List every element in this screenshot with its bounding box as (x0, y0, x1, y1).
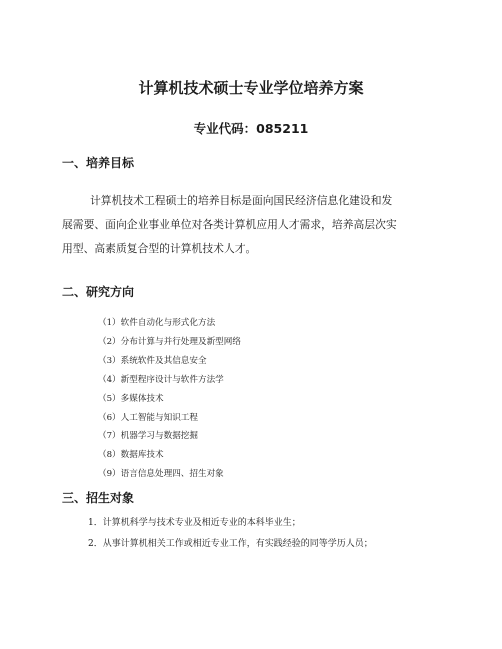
paragraph-line: 用型、高素质复合型的计算机技术人才。 (62, 242, 257, 255)
list-item: 1．计算机科学与技术专业及相近专业的本科毕业生； (88, 518, 301, 528)
list-item: 2．从事计算机相关工作或相近专业工作，有实践经验的同等学历人员； (88, 539, 373, 549)
list-item: （2）分布计算与并行处理及新型网络 (98, 336, 241, 347)
research-direction-list (98, 314, 241, 484)
section-heading-research-directions: 二、研究方向 (62, 285, 135, 299)
list-item: （6）人工智能与知识工程 (98, 412, 198, 423)
list-item: （5）多媒体技术 (98, 393, 164, 404)
paragraph-line: 计算机技术工程硕士的培养目标是面向国民经济信息化建设和发 (90, 194, 393, 207)
section-heading-enrollment: 三、招生对象 (62, 491, 135, 505)
paragraph-line: 展需要、面向企业事业单位对各类计算机应用人才需求，培养高层次实 (62, 218, 397, 231)
list-item: （7）机器学习与数据挖掘 (98, 431, 198, 442)
training-goal-paragraph (62, 189, 462, 261)
list-item: （3）系统软件及其信息安全 (98, 355, 207, 366)
list-item: （9）语言信息处理四、招生对象 (98, 469, 224, 480)
program-code: 专业代码：085211 (193, 121, 309, 136)
list-item: （1）软件自动化与形式化方法 (98, 318, 216, 328)
section-heading-training-goal: 一、培养目标 (62, 156, 135, 170)
enrollment-target-list (88, 513, 373, 555)
document-title: 计算机技术硕士专业学位培养方案 (138, 79, 364, 97)
list-item: （8）数据库技术 (98, 450, 164, 461)
list-item: （4）新型程序设计与软件方法学 (98, 374, 224, 385)
